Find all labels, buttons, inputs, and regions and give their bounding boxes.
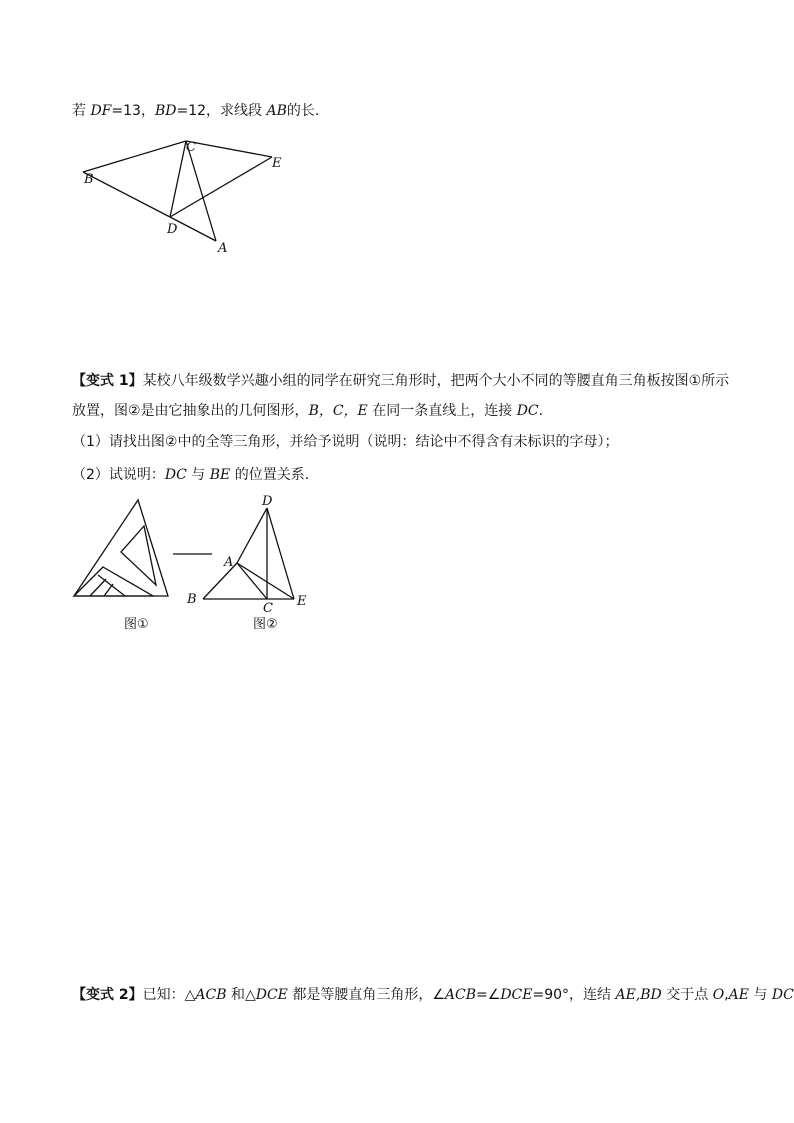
- segments-ae-bd: AE,BD: [615, 987, 662, 1003]
- variant-2-text: ,: [724, 987, 729, 1003]
- variant-1-text: 某校八年级数学兴趣小组的同学在研究三角形时，把两个大小不同的等腰直角三角板按图①所示: [142, 373, 730, 389]
- segment-dc: DC: [164, 467, 187, 483]
- label-c: C: [186, 140, 196, 155]
- question-1-text: （1）请找出图②中的全等三角形，并给予说明（说明：结论中不得含有未标识的字母）；: [72, 434, 619, 450]
- segment-df: DF: [90, 103, 112, 119]
- variant-1-text: 放置，图②是由它抽象出的几何图形，: [72, 403, 309, 419]
- label-b: B: [187, 592, 197, 607]
- variant-2-text: 与: [748, 987, 772, 1003]
- question-2-text: （2）试说明：: [72, 467, 165, 483]
- question-2-text: 与: [186, 467, 210, 483]
- variant-2-line-1: [72, 985, 794, 1005]
- problem-text: =13，: [111, 103, 155, 119]
- caption-figure-2: 图②: [253, 617, 278, 632]
- angle-dce: DCE: [500, 987, 533, 1003]
- triangle-dce: DCE: [255, 987, 288, 1003]
- segment-ab: AB: [266, 103, 287, 119]
- label-a: A: [224, 555, 234, 570]
- points-b-c-e: B，C，E: [308, 403, 368, 419]
- point-o: O: [712, 987, 725, 1003]
- ruler-edge: [90, 579, 106, 596]
- variant-2-text: =90°，连结: [532, 987, 616, 1003]
- segment-dc: DC: [516, 403, 539, 419]
- label-e: E: [272, 156, 282, 171]
- label-e: E: [297, 594, 307, 609]
- variant-2-text: 和△: [226, 987, 256, 1003]
- problem-text: =12，求线段: [176, 103, 267, 119]
- variant-2-text: 都是等腰直角三角形，∠: [287, 987, 445, 1003]
- variant-2-text: =∠: [476, 987, 501, 1003]
- label-d: D: [262, 494, 273, 509]
- label-a: A: [218, 241, 228, 256]
- label-c: C: [263, 601, 273, 616]
- ruler-edge: [104, 584, 113, 596]
- segment-a-d: [237, 508, 267, 563]
- variant-1-text: 在同一条直线上，连接: [367, 403, 517, 419]
- segment-d-e: [267, 508, 294, 599]
- triangle-acb: ACB: [195, 987, 227, 1003]
- segment-be: BE: [209, 467, 231, 483]
- variant-2-tag: 【变式 2】: [72, 987, 143, 1003]
- question-2-text: 的位置关系.: [230, 467, 310, 483]
- segment-bd: BD: [154, 103, 177, 119]
- segment-dc: DC: [771, 987, 794, 1003]
- ruler-inner-cutout: [121, 526, 156, 585]
- angle-acb: ACB: [444, 987, 477, 1003]
- label-b: B: [84, 172, 94, 187]
- variant-2-text: 已知：△: [142, 987, 196, 1003]
- problem-text: 若: [72, 103, 91, 119]
- variant-1-tag: 【变式 1】: [72, 373, 143, 389]
- problem-text: 的长.: [286, 103, 320, 119]
- variant-1-text: .: [538, 403, 544, 419]
- segment-ae: AE: [728, 987, 749, 1003]
- caption-figure-1: 图①: [124, 617, 149, 632]
- label-d: D: [167, 222, 178, 237]
- segment-a-c: [237, 563, 267, 599]
- variant-2-text: 交于点: [661, 987, 713, 1003]
